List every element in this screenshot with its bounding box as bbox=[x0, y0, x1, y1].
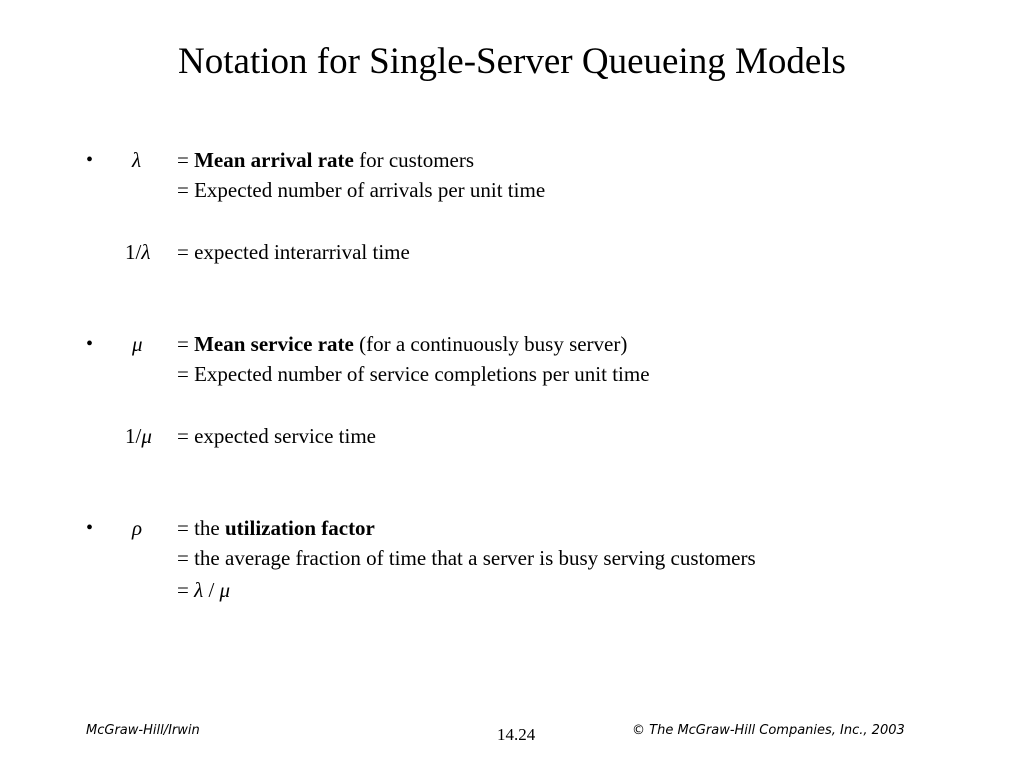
bullet-rho: • bbox=[86, 517, 94, 539]
rho-formula-prefix: = bbox=[177, 578, 195, 602]
rho-def-prefix: = the bbox=[177, 516, 225, 540]
lambda-explanation: = Expected number of arrivals per unit time bbox=[177, 178, 546, 202]
bullet-mu: • bbox=[86, 333, 94, 355]
mu-def-term: Mean service rate bbox=[194, 332, 354, 356]
mu-recip-symbol: μ bbox=[141, 424, 152, 448]
mu-recip-prefix: 1/ bbox=[125, 424, 142, 448]
mu-reciprocal bbox=[125, 421, 152, 451]
footer-publisher: McGraw-Hill/Irwin bbox=[86, 723, 200, 738]
lambda-def-prefix: = bbox=[177, 148, 195, 172]
rho-definition bbox=[177, 513, 375, 543]
bullet-lambda: • bbox=[86, 149, 94, 171]
mu-def-prefix: = bbox=[177, 332, 195, 356]
lambda-definition bbox=[177, 145, 474, 175]
mu-def-suffix: (for a continuously busy server) bbox=[353, 332, 628, 356]
lambda-symbol: λ bbox=[132, 148, 142, 172]
rho-def-term: utilization factor bbox=[225, 516, 375, 540]
rho-formula-lambda: λ bbox=[194, 578, 204, 602]
rho-explanation: = the average fraction of time that a server is busy serving customers bbox=[177, 546, 756, 570]
lambda-reciprocal-definition: = expected interarrival time bbox=[177, 240, 410, 264]
slide-number: 14.24 bbox=[497, 725, 536, 744]
footer-copyright: © The McGraw-Hill Companies, Inc., 2003 bbox=[632, 723, 905, 738]
mu-definition bbox=[177, 329, 627, 359]
rho-formula-divide: / bbox=[203, 578, 220, 602]
lambda-reciprocal bbox=[125, 237, 150, 267]
rho-formula bbox=[177, 575, 230, 605]
lambda-def-suffix: for customers bbox=[353, 148, 475, 172]
lambda-recip-prefix: 1/ bbox=[125, 240, 142, 264]
mu-reciprocal-definition: = expected service time bbox=[177, 424, 376, 448]
lambda-recip-symbol: λ bbox=[141, 240, 151, 264]
slide-title: Notation for Single-Server Queueing Models bbox=[178, 41, 846, 82]
rho-formula-mu: μ bbox=[219, 578, 231, 602]
mu-explanation: = Expected number of service completions per unit time bbox=[177, 362, 650, 386]
rho-symbol: ρ bbox=[132, 516, 143, 540]
mu-symbol: μ bbox=[132, 332, 143, 356]
lambda-def-term: Mean arrival rate bbox=[194, 148, 354, 172]
